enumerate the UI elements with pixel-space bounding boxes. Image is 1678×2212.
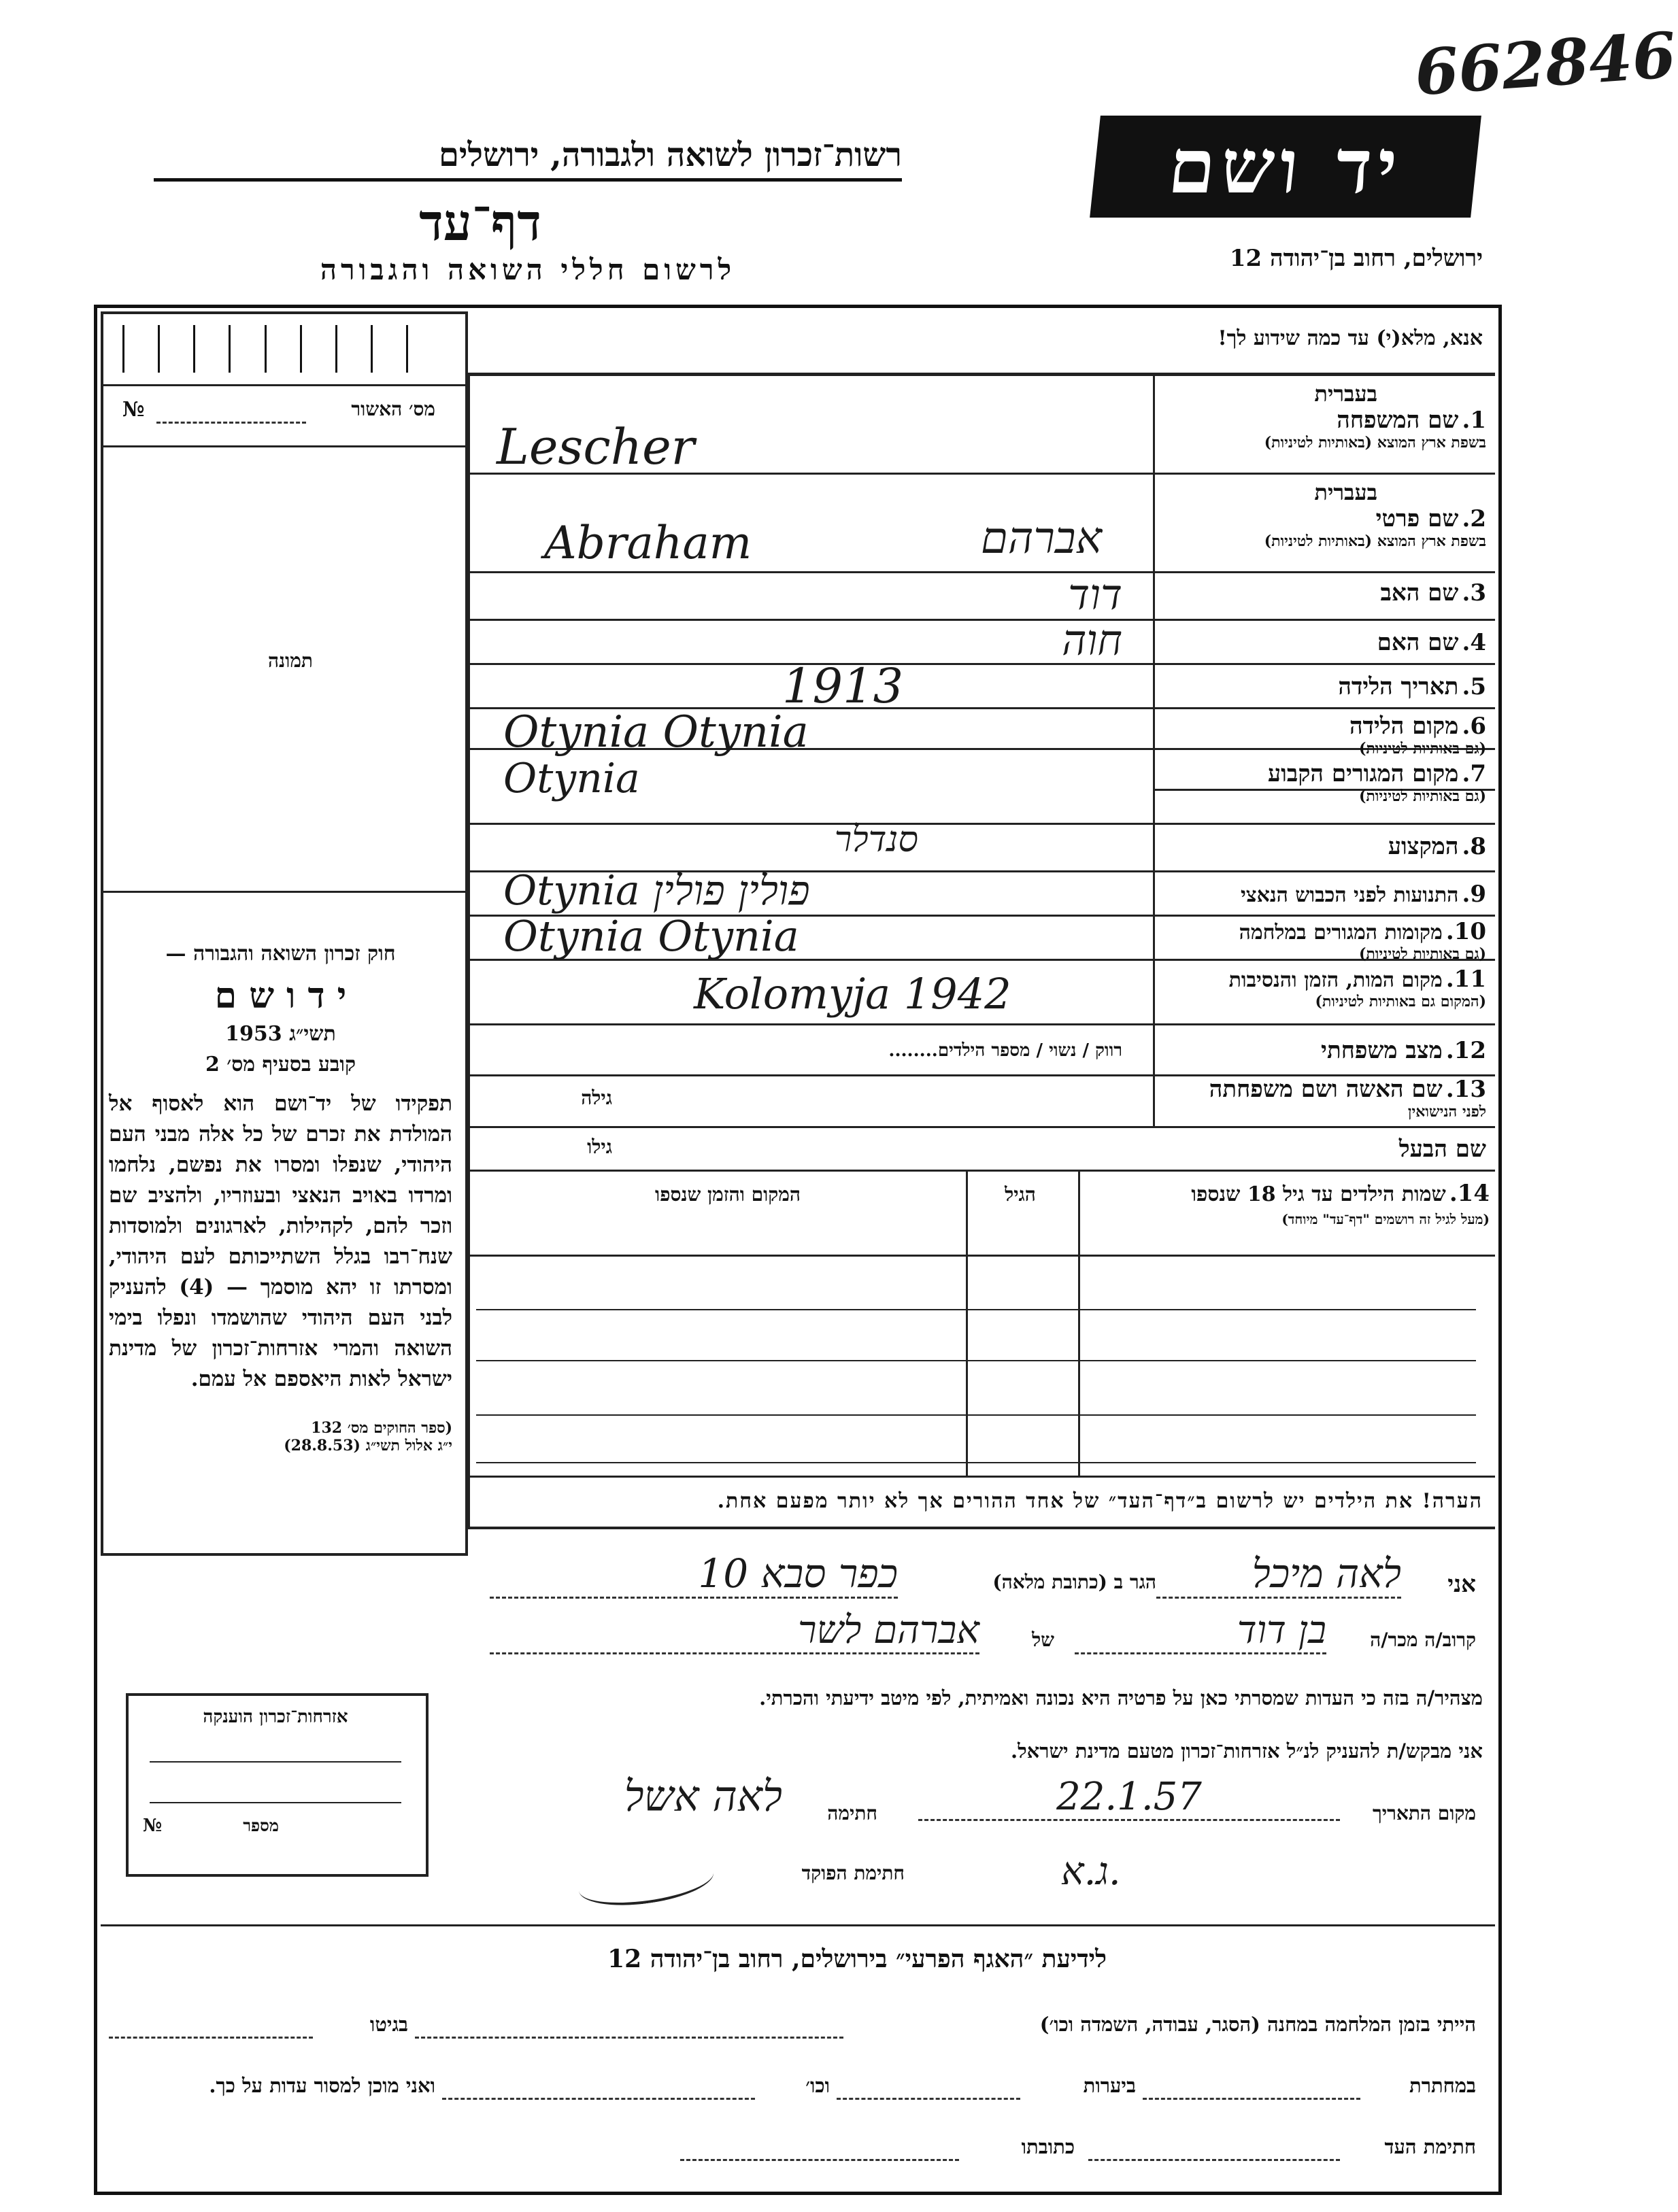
footer-line2-a: במחתרת <box>1409 2074 1476 2097</box>
footer-line1-a: הייתי בזמן המלחמה במחנה (הסגר, עבודה, השמדה וכו׳) <box>1039 2013 1476 2036</box>
stamp-no-symbol: № <box>143 1816 163 1836</box>
value-firstname-hebrew: אברהם <box>980 513 1102 564</box>
field-surname-sub: בשפת ארץ המוצא (באותיות לטיניות) <box>1264 434 1486 452</box>
field-husband-label: שם הבעל <box>1398 1136 1486 1163</box>
field-residence-text: מקום המגורים הקבוע <box>1267 760 1459 787</box>
field-profession-text: המקצוע <box>1388 833 1459 860</box>
value-birthdate: 1913 <box>782 658 904 714</box>
field-birthplace-num: 6. <box>1462 713 1486 740</box>
field-firstname-text: שם פרטי <box>1375 505 1459 532</box>
field-firstname-hebrew-tag: בעברית <box>1314 479 1377 505</box>
footer-info: לידיעת ״האגף הפרעי״ בירושלים, רחוב בן־יהודה 12 <box>607 1945 1107 1973</box>
value-death: Kolomyja 1942 <box>694 969 1011 1019</box>
footer-line2-d: ואני מוכן למסור עדות על כך. <box>209 2074 435 2097</box>
decl-signature-label: חתימה <box>827 1802 877 1824</box>
field-wife-text: שם האשה ושם משפחתה <box>1209 1076 1443 1103</box>
field-father-num: 3. <box>1462 579 1486 607</box>
field-father-label <box>1160 579 1486 607</box>
field-birthdate-num: 5. <box>1462 673 1486 700</box>
children-age-header: הגיל <box>1005 1183 1036 1206</box>
field-birthplace-text: מקום הלידה <box>1349 713 1459 740</box>
field-wartime-residence-sub: (גם באותיות לטיניות) <box>1358 945 1486 963</box>
ref-no-label: № <box>122 398 145 422</box>
field-mother-label <box>1160 629 1486 656</box>
form-subtitle: לרשום חללי השואה והגבורה <box>320 253 736 286</box>
law-ref-1: (ספר החוקים מס׳ 132 <box>311 1419 452 1437</box>
decl-residing-label: הגר ב (כתובת מלאה) <box>992 1571 1156 1593</box>
footer-line1-b: בגיטו <box>369 2013 408 2036</box>
ref-label: מס׳ האשור <box>351 398 435 420</box>
field-profession-label <box>1160 833 1486 860</box>
field-wife-num: 13. <box>1445 1076 1486 1103</box>
field-husband-age-label: גילו <box>587 1136 612 1158</box>
org-line: רשות־זכרון לשואה ולגבורה, ירושלים <box>154 136 902 182</box>
field-firstname-num: 2. <box>1462 505 1486 532</box>
field-wartime-residence-num: 10. <box>1445 918 1486 945</box>
law-notice <box>109 942 452 1454</box>
field-wartime-residence-text: מקומות המגורים במלחמה <box>1239 921 1443 945</box>
law-text: תפקידו של יד־ושם הוא לאסוף אל המולדת את זכרם של כל אלה מבני העם היהודי, שנפלו ומסרו את נפשם, נלחמו ומרדו באויב הנאצי ובעוזריו, ולהציב שם וזכר להם, לקהילות, לארגונים ולמוסדות שנח־רבו בגלל השתייכותם לעם היהודי, ומסרתו זו יהא מוסמך — (4) להעניק לבני העם היהודי שהושמדו ונפלו בימי השואה והמרי אזרחות־זכרון של מדינת ישראל לאות היאספם אל עמם. <box>109 1091 452 1391</box>
value-firstname-latin: Abraham <box>544 517 752 569</box>
field-wife-label <box>1160 1076 1486 1121</box>
footer-line3-a: חתימת העד <box>1384 2135 1476 2158</box>
decl-officer-signature: ג.א. <box>1061 1850 1121 1894</box>
stamp-no-label: מספר <box>243 1816 279 1835</box>
decl-victim: אברהם לשר <box>490 1608 979 1654</box>
field-death-text: מקום המות, הזמן והנסיבות <box>1228 968 1443 992</box>
field-firstname-sub: בשפת ארץ המוצא (באותיות לטיניות) <box>1264 532 1486 550</box>
value-residence: Otynia <box>503 755 640 802</box>
footer-line2-b: ביערות <box>1083 2074 1136 2097</box>
field-wife-age-label: גילה <box>581 1087 612 1109</box>
value-birthplace: Otynia Otynia <box>503 707 809 758</box>
law-logo: י ד ו ש ם <box>214 975 347 1017</box>
field-marital-text: מצב משפחתי <box>1321 1037 1443 1064</box>
field-mother-text: שם האם <box>1377 629 1459 656</box>
field-marital-label <box>1160 1037 1486 1064</box>
stamp-title: אזרחות־זכרון הוענקה <box>203 1707 348 1727</box>
field-father-text: שם האב <box>1380 579 1459 607</box>
logo-text: יד ושם <box>1164 122 1407 210</box>
decl-signature: לאה אשל <box>624 1771 782 1821</box>
decl-request: אני מבקש/ת להעניק לנ״ל אזרחות־זכרון מטעם מדינת ישראל. <box>1011 1739 1483 1763</box>
decl-relation: בן דוד <box>1075 1608 1326 1654</box>
value-profession: סנדלר <box>834 819 918 860</box>
field-surname-num: 1. <box>1462 407 1486 434</box>
field-movements-label <box>1160 881 1486 908</box>
field-marital-num: 12. <box>1445 1037 1486 1064</box>
value-father: דוד <box>1068 570 1122 619</box>
children-num: 14. <box>1449 1180 1490 1207</box>
photo-label: תמונה <box>267 649 313 672</box>
field-firstname-label <box>1160 479 1486 550</box>
decl-witness-name: לאה מיכל <box>1156 1550 1401 1599</box>
field-wife-sub: לפני הנישואין <box>1407 1103 1486 1121</box>
field-surname-label <box>1160 381 1486 452</box>
field-birthplace-sub: (גם באותיות לטיניות) <box>1358 740 1486 758</box>
value-marital: רווק / נשוי / מספר הילדים........ <box>888 1040 1122 1061</box>
decl-of-label: של <box>1032 1629 1054 1651</box>
archive-number: 662846 <box>1412 18 1678 110</box>
footer-line2-c: וכו׳ <box>805 2074 830 2097</box>
header-address: ירושלים, רחוב בן־יהודה 12 <box>1229 245 1483 272</box>
children-header <box>1085 1180 1490 1228</box>
value-mother: חוה <box>1062 615 1122 665</box>
value-movements: Otynia פולין פולין <box>503 867 810 915</box>
field-residence-num: 7. <box>1462 760 1486 787</box>
field-profession-num: 8. <box>1462 833 1486 860</box>
decl-address: כפר סבא 10 <box>490 1550 898 1599</box>
field-death-num: 11. <box>1445 966 1486 993</box>
field-movements-text: התנועות לפני הכבוש הנאצי <box>1241 883 1459 907</box>
field-death-sub: (המקום גם באותיות לטיניות) <box>1315 993 1486 1010</box>
field-surname-text: שם המשפחה <box>1337 407 1459 434</box>
field-surname-hebrew-tag: בעברית <box>1314 381 1377 407</box>
decl-statement: מצהיר/ה בזה כי העדות שמסרתי כאן על פרטיה היא נכונה ואמיתית, לפי מיטב ידיעתי והכרתי. <box>759 1686 1483 1709</box>
field-mother-num: 4. <box>1462 629 1486 656</box>
children-sub: (מעל לגיל זה רושמים "דף־עד" מיוחד) <box>1281 1211 1490 1227</box>
request-line: אנא, מלא(י) עד כמה שידוע לך! <box>1218 326 1483 350</box>
decl-officer-label: חתימת הפוקד <box>801 1862 905 1884</box>
field-movements-num: 9. <box>1462 881 1486 908</box>
law-section: קובע בסעיף מס׳ 2 <box>205 1053 356 1076</box>
field-residence-sub: (גם באותיות לטיניות) <box>1358 787 1486 805</box>
field-death-label <box>1160 966 1486 1010</box>
decl-i-label: אני <box>1447 1571 1476 1598</box>
decl-place-date-label: מקום התאריך <box>1373 1802 1476 1824</box>
field-wartime-residence-label <box>1160 918 1486 963</box>
children-place-header: המקום והזמן שנספו <box>655 1183 801 1206</box>
law-title: חוק זכרון השואה והגבורה — <box>165 942 396 966</box>
children-warning: הערה! את הילדים יש לרשום ב״דף־העד״ של אחד ההורים אך לא יותר מפעם אחת. <box>717 1489 1483 1513</box>
yad-vashem-logo <box>1090 116 1481 218</box>
value-surname-latin: Lescher <box>497 418 695 475</box>
decl-relation-label: קרוב/ה מכר/ה <box>1370 1629 1476 1651</box>
field-birthdate-text: תאריך הלידה <box>1338 673 1459 700</box>
tick-row <box>122 325 408 373</box>
field-residence-label <box>1160 760 1486 805</box>
form-title: דף־עד <box>419 194 541 252</box>
field-birthdate-label <box>1160 673 1486 700</box>
children-label: שמות הילדים עד גיל 18 שנספו <box>1191 1182 1446 1206</box>
law-ref-2: י״ג אלול תשי״ג (28.8.53) <box>284 1437 452 1454</box>
decl-date: 22.1.57 <box>918 1775 1340 1821</box>
field-birthplace-label <box>1160 713 1486 758</box>
law-year: תשי״ג 1953 <box>225 1022 336 1046</box>
footer-line3-b: כתובתו <box>1021 2135 1075 2158</box>
value-wartime-residence: Otynia Otynia <box>503 911 799 961</box>
